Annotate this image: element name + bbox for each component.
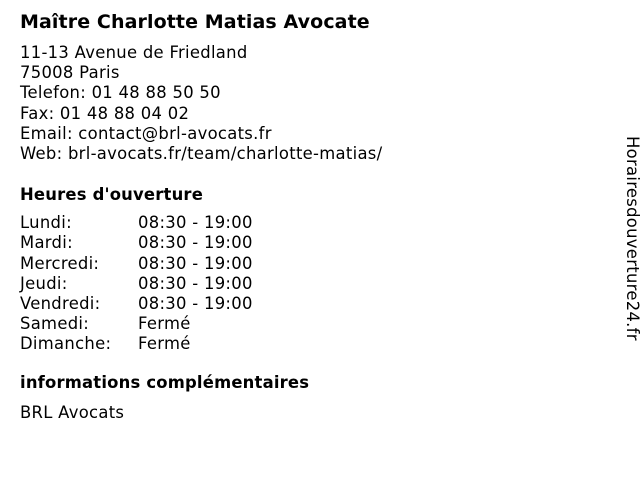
- brand-watermark: Horairesdouverture24.fr: [623, 136, 642, 341]
- fax-number: Fax: 01 48 88 04 02: [20, 103, 190, 123]
- hours-row-wednesday: [20, 254, 600, 274]
- hours-row-thursday: [20, 274, 600, 294]
- additional-info-text: BRL Avocats: [20, 402, 125, 422]
- hours-row-monday: [20, 213, 600, 233]
- day-hours: 08:30 - 19:00: [138, 213, 253, 233]
- hours-row-tuesday: [20, 233, 600, 253]
- additional-info-heading: informations complémentaires: [20, 372, 310, 392]
- day-label: Mercredi:: [20, 253, 100, 273]
- day-hours: 08:30 - 19:00: [138, 253, 253, 273]
- address-city: 75008 Paris: [20, 63, 120, 83]
- day-label: Mardi:: [20, 233, 73, 253]
- day-label: Samedi:: [20, 314, 90, 334]
- website-url: Web: brl-avocats.fr/team/charlotte-matias/: [20, 144, 383, 164]
- hours-row-saturday: [20, 314, 600, 334]
- day-hours: Fermé: [138, 314, 191, 334]
- day-label: Lundi:: [20, 213, 72, 233]
- day-label: Vendredi:: [20, 294, 101, 314]
- address-street: 11-13 Avenue de Friedland: [20, 43, 248, 62]
- day-label: Dimanche:: [20, 334, 112, 354]
- hours-row-friday: [20, 294, 600, 314]
- opening-hours-table: [20, 213, 600, 354]
- opening-hours-heading: Heures d'ouverture: [20, 185, 204, 205]
- day-label: Jeudi:: [20, 273, 68, 293]
- day-hours: 08:30 - 19:00: [138, 273, 253, 293]
- business-name: Maître Charlotte Matias Avocate: [20, 11, 370, 33]
- day-hours: 08:30 - 19:00: [138, 294, 253, 314]
- day-hours: Fermé: [138, 334, 191, 354]
- contact-details: [20, 43, 600, 164]
- phone-number: Telefon: 01 48 88 50 50: [20, 83, 221, 103]
- hours-row-sunday: [20, 334, 600, 354]
- business-card: [20, 10, 600, 423]
- email-address: Email: contact@brl-avocats.fr: [20, 123, 272, 143]
- day-hours: 08:30 - 19:00: [138, 233, 253, 253]
